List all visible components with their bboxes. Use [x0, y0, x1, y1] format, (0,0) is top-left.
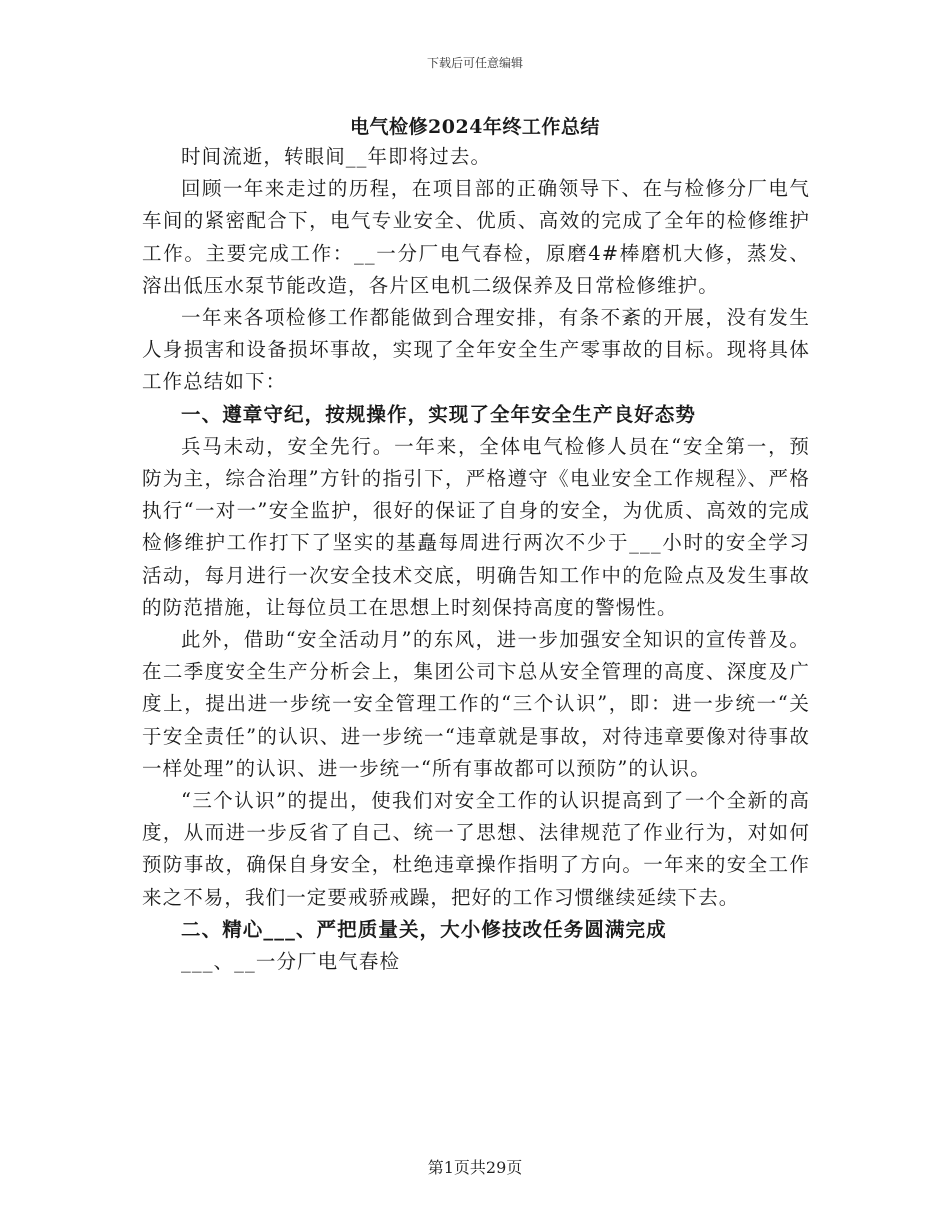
paragraph: 回顾一年来走过的历程，在项目部的正确领导下、在与检修分厂电气车间的紧密配合下，电气专业安全、优质、高效的完成了全年的检修维护工作。主要完成工作：__一分厂电气春检，原磨4#棒磨机大修，蒸发、溶出低压水泵节能改造，各片区电机二级保养及日常检修维护。 [142, 177, 810, 297]
document-body [142, 141, 810, 978]
paragraph: ___、__一分厂电气春检 [181, 950, 401, 974]
paragraph: 时间流逝，转眼间__年即将过去。 [181, 145, 492, 168]
section-heading: 二、精心___、严把质量关，大小修技改任务圆满完成 [181, 917, 667, 941]
document-title: 电气检修2024年终工作总结 [350, 116, 600, 138]
paragraph: “三个认识”的提出，使我们对安全工作的认识提高到了一个全新的高度，从而进一步反省了自己、统一了思想、法律规范了作业行为，对如何预防事故，确保自身安全，杜绝违章操作指明了方向。一年来的安全工作来之不易，我们一定要戒骄戒躁，把好的工作习惯继续延续下去。 [142, 789, 810, 909]
paragraph: 一年来各项检修工作都能做到合理安排，有条不紊的开展，没有发生人身损害和设备损坏事故，实现了全年安全生产零事故的目标。现将具体工作总结如下： [142, 306, 810, 394]
page-number: 第1页共29页 [427, 1158, 523, 1177]
paragraph: 兵马未动，安全先行。一年来，全体电气检修人员在“安全第一，预防为主，综合治理”方针的指引下，严格遵守《电业安全工作规程》、严格执行“一对一”安全监护，很好的保证了自身的安全，为优质、高效的完成检修维护工作打下了坚实的基矗每周进行两次不少于___小时的安全学习活动，每月进行一次安全技术交底，明确告知工作中的危险点及发生事故的防范措施，让每位员工在思想上时刻保持高度的警惕性。 [142, 434, 810, 619]
section-heading: 一、遵章守纪，按规操作，实现了全年安全生产良好态势 [181, 402, 697, 426]
header-note: 下载后可任意编辑 [426, 56, 523, 70]
paragraph: 此外，借助“安全活动月”的东风，进一步加强安全知识的宣传普及。在二季度安全生产分析会上，集团公司卞总从安全管理的高度、深度及广度上，提出进一步统一安全管理工作的“三个认识”，即：进一步统一“关于安全责任”的认识、进一步统一“违章就是事故，对待违章要像对待事故一样处理”的认识、进一步统一“所有事故都可以预防”的认识。 [142, 628, 810, 780]
